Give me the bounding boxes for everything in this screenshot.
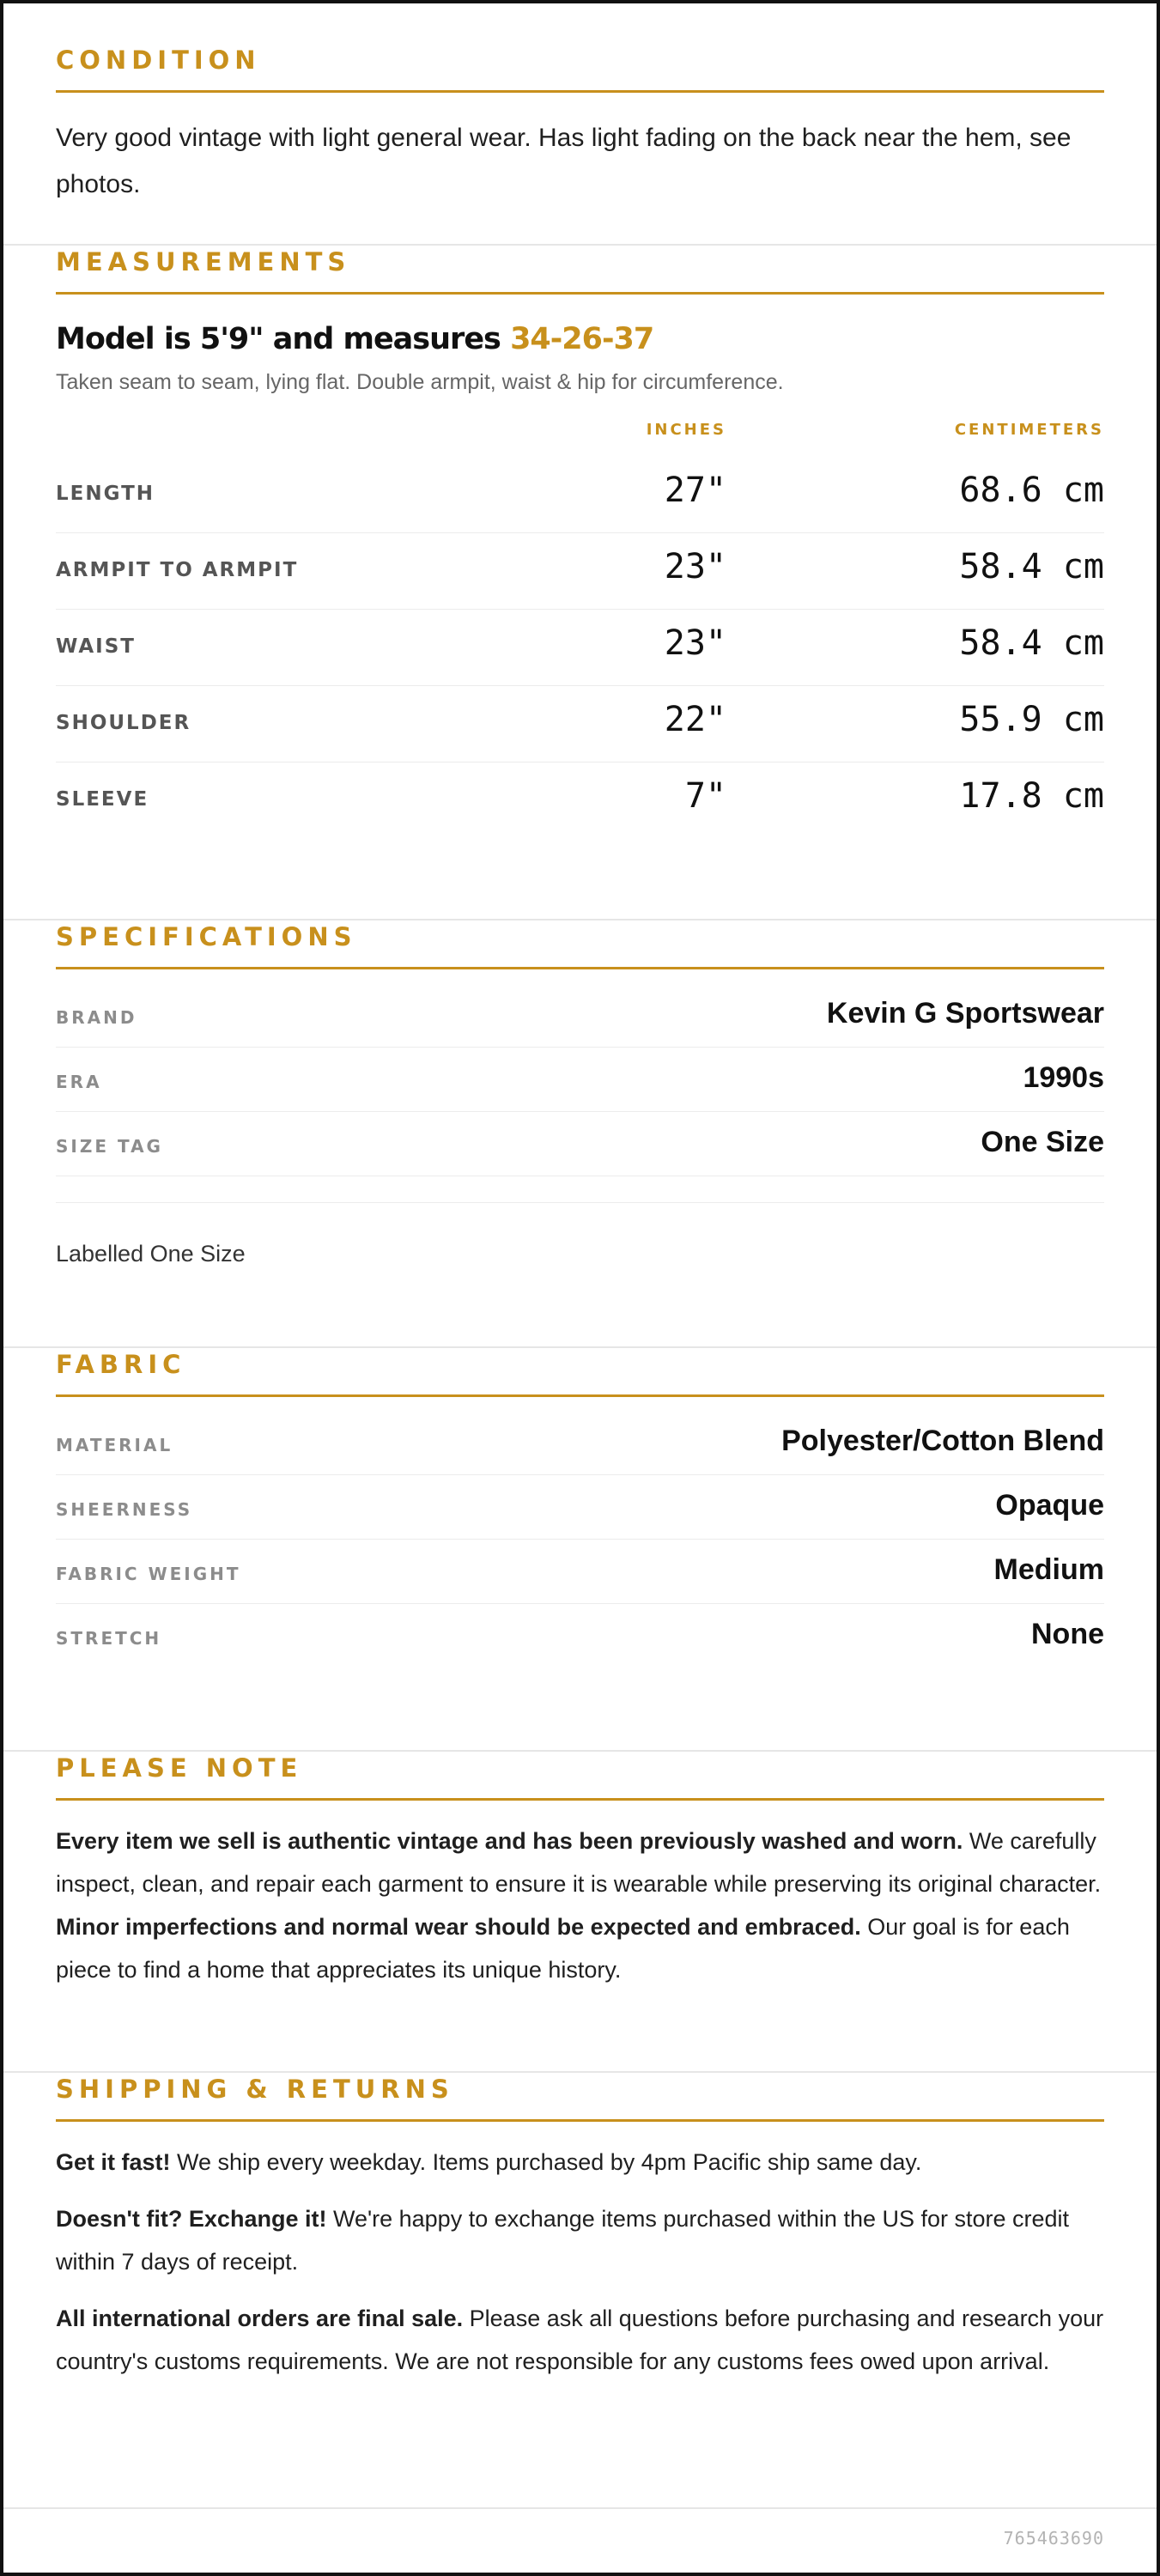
spec-value: 1990s	[1023, 1061, 1104, 1094]
centimeters-column-header: CENTIMETERS	[954, 421, 1104, 439]
fabric-value: Medium	[993, 1553, 1104, 1586]
headline-accent: 34-26-37	[510, 322, 654, 356]
divider	[56, 1202, 1104, 1203]
inches-column-header: INCHES	[646, 421, 726, 439]
condition-text: Very good vintage with light general wear. Has light fading on the back near the hem, see photos.	[56, 124, 1072, 198]
shipping-text: We ship every weekday. Items purchased by 4pm Pacific ship same day.	[170, 2149, 922, 2175]
spec-value: Kevin G Sportswear	[826, 997, 1104, 1030]
measurement-inches: 23"	[664, 623, 726, 663]
size-note: Labelled One Size	[56, 1241, 246, 1267]
shipping-bold: Get it fast!	[56, 2149, 171, 2175]
measurement-row-waist	[56, 610, 1104, 686]
measurement-row-length	[56, 457, 1104, 533]
shipping-paragraph-exchange	[56, 2197, 1104, 2283]
measurements-header	[56, 412, 1104, 457]
fabric-title: FABRIC	[56, 1350, 1104, 1397]
fabric-key: MATERIAL	[56, 1435, 173, 1455]
measurement-inches: 7"	[684, 776, 726, 816]
measurement-label: SLEEVE	[56, 788, 149, 811]
shipping-paragraph-fast	[56, 2141, 1104, 2184]
fabric-value: Polyester/Cotton Blend	[781, 1425, 1104, 1457]
shipping-returns-section	[3, 2075, 1157, 2509]
fabric-key: STRETCH	[56, 1628, 162, 1649]
measurements-section	[3, 247, 1157, 920]
measurement-label: ARMPIT TO ARMPIT	[56, 559, 299, 581]
note-text-1: We carefully inspect, clean, and repair each garment to ensure it is wearable while preserving its original character.	[56, 1828, 1102, 1897]
fabric-row-weight	[56, 1540, 1104, 1604]
measurement-row-armpit	[56, 533, 1104, 610]
fabric-value: Opaque	[995, 1489, 1104, 1522]
measurement-cm: 55.9 cm	[959, 700, 1104, 739]
shipping-bold: Doesn't fit? Exchange it!	[56, 2206, 327, 2232]
measurements-table	[56, 457, 1104, 839]
shipping-text: Please ask all questions before purchasing and research your country's customs requirements. We are not responsible for any customs fees owed upon arrival.	[56, 2306, 1104, 2374]
please-note-section	[3, 1753, 1157, 2073]
spec-key: BRAND	[56, 1007, 137, 1028]
fabric-section	[3, 1350, 1157, 1752]
measurement-row-sleeve	[56, 762, 1104, 839]
fabric-value: None	[1031, 1618, 1104, 1650]
model-measurements-headline	[56, 322, 1104, 356]
fabric-row-material	[56, 1411, 1104, 1475]
fabric-row-stretch	[56, 1604, 1104, 1668]
condition-title: CONDITION	[56, 46, 1104, 93]
headline-prefix: Model is 5'9" and measures	[56, 322, 511, 356]
fabric-key: FABRIC WEIGHT	[56, 1564, 241, 1584]
spec-key: ERA	[56, 1072, 102, 1092]
measurements-subtext: Taken seam to seam, lying flat. Double armpit, waist & hip for circumference.	[56, 370, 784, 394]
spec-key: SIZE TAG	[56, 1136, 163, 1157]
please-note-text	[56, 1820, 1104, 1991]
spec-row-brand	[56, 983, 1104, 1048]
measurement-cm: 58.4 cm	[959, 547, 1104, 586]
note-bold-2: Minor imperfections and normal wear should be expected and embraced.	[56, 1914, 861, 1940]
measurement-label: SHOULDER	[56, 712, 191, 734]
spec-row-size-tag	[56, 1112, 1104, 1176]
sku-number: 765463690	[1003, 2528, 1104, 2549]
measurement-cm: 58.4 cm	[959, 623, 1104, 663]
spec-row-era	[56, 1048, 1104, 1112]
shipping-bold: All international orders are final sale.	[56, 2306, 464, 2331]
shipping-paragraph-international	[56, 2297, 1104, 2383]
fabric-key: SHEERNESS	[56, 1499, 193, 1520]
specifications-list	[56, 983, 1104, 1176]
measurements-title: MEASUREMENTS	[56, 247, 1104, 295]
shipping-title: SHIPPING & RETURNS	[56, 2075, 1104, 2122]
specifications-title: SPECIFICATIONS	[56, 922, 1104, 969]
measurement-label: WAIST	[56, 635, 136, 658]
measurement-row-shoulder	[56, 686, 1104, 762]
condition-section	[3, 46, 1157, 246]
fabric-list	[56, 1411, 1104, 1668]
spec-value: One Size	[981, 1126, 1104, 1158]
measurement-inches: 27"	[664, 471, 726, 510]
measurement-label: LENGTH	[56, 483, 155, 505]
shipping-text: We're happy to exchange items purchased within the US for store credit within 7 days of receipt.	[56, 2206, 1070, 2275]
please-note-title: PLEASE NOTE	[56, 1753, 1104, 1801]
specifications-section	[3, 922, 1157, 1348]
measurement-cm: 17.8 cm	[959, 776, 1104, 816]
fabric-row-sheerness	[56, 1475, 1104, 1540]
note-bold-1: Every item we sell is authentic vintage and has been previously washed and worn.	[56, 1828, 963, 1854]
measurement-inches: 22"	[664, 700, 726, 739]
note-text-2: Our goal is for each piece to find a home that appreciates its unique history.	[56, 1914, 1070, 1983]
measurement-cm: 68.6 cm	[959, 471, 1104, 510]
measurement-inches: 23"	[664, 547, 726, 586]
